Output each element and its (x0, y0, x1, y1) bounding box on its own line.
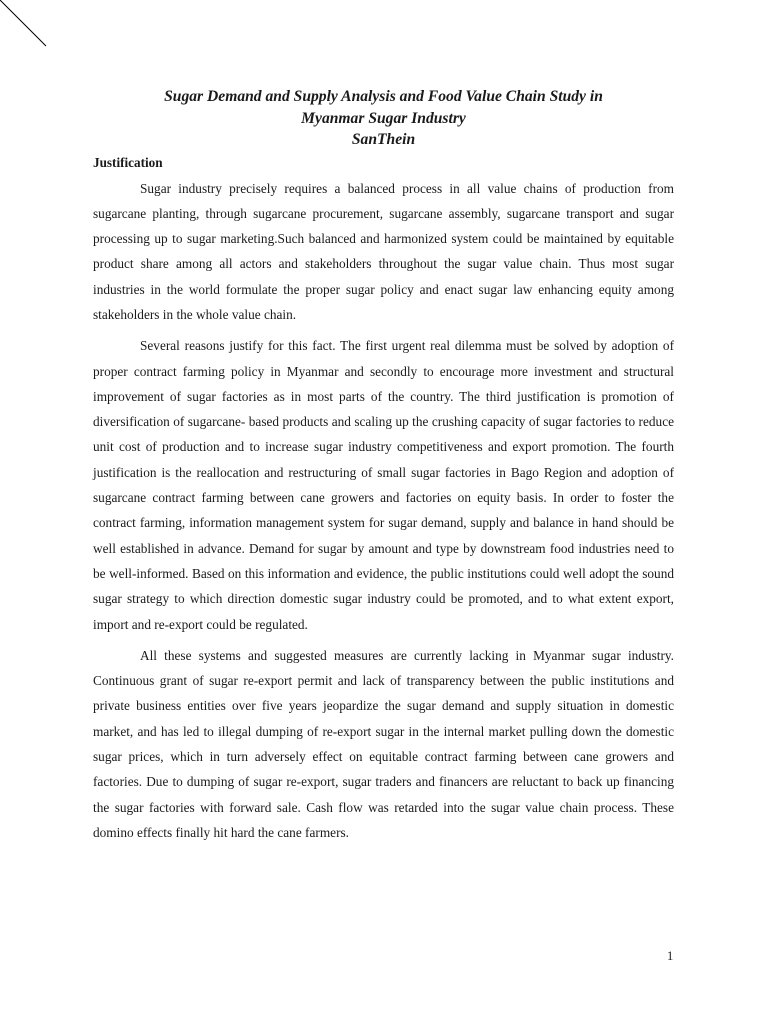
document-page (93, 86, 674, 845)
document-title-line-1: Sugar Demand and Supply Analysis and Food Value Chain Study in (164, 88, 603, 105)
document-title-line-2: Myanmar Sugar Industry (301, 109, 466, 127)
page-corner-fold-line (0, 0, 48, 48)
paragraph-1: Sugar industry precisely requires a balanced process in all value chains of production from sugarcane planting, through sugarcane procurement, sugarcane assembly, sugarcane transport and sugar processing up to sugar marketing.Such balanced and harmonized system could be maintained by equitable product share among all actors and stakeholders throughout the sugar value chain. Thus most sugar industries in the world formulate the proper sugar policy and enact sugar law enhancing equity among stakeholders in the whole value chain. (93, 180, 674, 322)
page-number: 1 (667, 949, 674, 963)
paragraph-3: All these systems and suggested measures are currently lacking in Myanmar sugar industry. Continuous grant of sugar re-export permit and lack of transparency between the public institutions and private business entities over five years jeopardize the sugar demand and supply situation in domestic market, and has led to illegal dumping of re-export sugar in the internal market pulling down the domestic sugar prices, which in turn adversely effect on equitable contract farming between cane growers and factories. Due to dumping of sugar re-export, sugar traders and financers are reluctant to back up financing the sugar factories with forward sale. Cash flow was retarded into the sugar value chain process. These domino effects finally hit hard the cane farmers. (93, 647, 674, 840)
document-author: SanThein (351, 131, 416, 148)
paragraph-2: Several reasons justify for this fact. The first urgent real dilemma must be solved by adoption of proper contract farming policy in Myanmar and secondly to encourage more investment and structural improvement of sugar factories as in most parts of the country. The third justification is promotion of diversification of sugarcane- based products and scaling up the crushing capacity of sugar factories to reduce unit cost of production and to increase sugar industry competitiveness and export promotion. The fourth justification is the reallocation and restructuring of small sugar factories in Bago Region and adoption of sugarcane contract farming between cane growers and factories on equity basis. In order to foster the contract farming, information management system for sugar demand, supply and balance in hand should be well established in advance. Demand for sugar by amount and type by downstream food industries need to be well-informed. Based on this information and evidence, the public institutions could well adopt the sound sugar strategy to which direction domestic sugar industry could be promoted, and to what extent export, import and re-export could be regulated. (93, 338, 674, 632)
section-heading-justification: Justification (93, 154, 163, 170)
document-title-block (93, 86, 674, 151)
